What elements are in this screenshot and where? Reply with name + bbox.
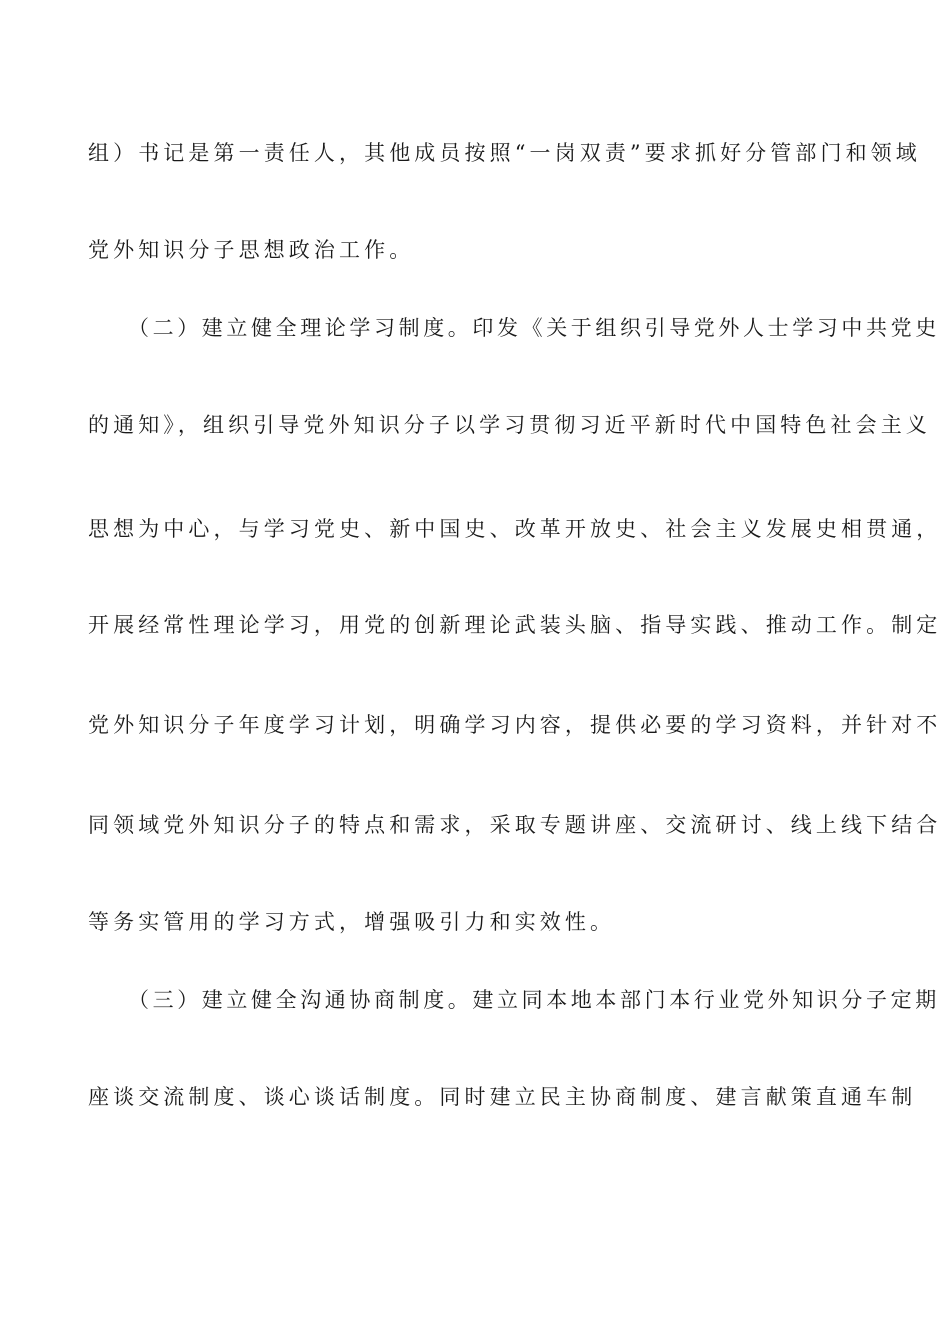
text-line: 党外知识分子年度学习计划，明确学习内容，提供必要的学习资料，并针对不 <box>88 713 942 737</box>
text-line: 等务实管用的学习方式，增强吸引力和实效性。 <box>88 910 616 934</box>
text-line: 的通知》，组织引导党外知识分子以学习贯彻习近平新时代中国特色社会主义 <box>88 413 931 437</box>
text-line: 座谈交流制度、谈心谈话制度。同时建立民主协商制度、建言献策直通车制 <box>88 1085 917 1109</box>
text-line: 思想为中心，与学习党史、新中国史、改革开放史、社会主义发展史相贯通， <box>88 517 942 541</box>
text-line: 同领域党外知识分子的特点和需求，采取专题讲座、交流研讨、线上线下结合 <box>88 813 942 837</box>
text-line: 党外知识分子思想政治工作。 <box>88 238 415 262</box>
paragraph-heading-line: （三）建立健全沟通协商制度。建立同本地本部门本行业党外知识分子定期 <box>128 988 940 1012</box>
paragraph-heading-line: （二）建立健全理论学习制度。印发《关于组织引导党外人士学习中共党史 <box>128 316 940 340</box>
text-line: 组）书记是第一责任人，其他成员按照“一岗双责”要求抓好分管部门和领域 <box>88 141 921 165</box>
text-line: 开展经常性理论学习，用党的创新理论武装头脑、指导实践、推动工作。制定 <box>88 613 942 637</box>
